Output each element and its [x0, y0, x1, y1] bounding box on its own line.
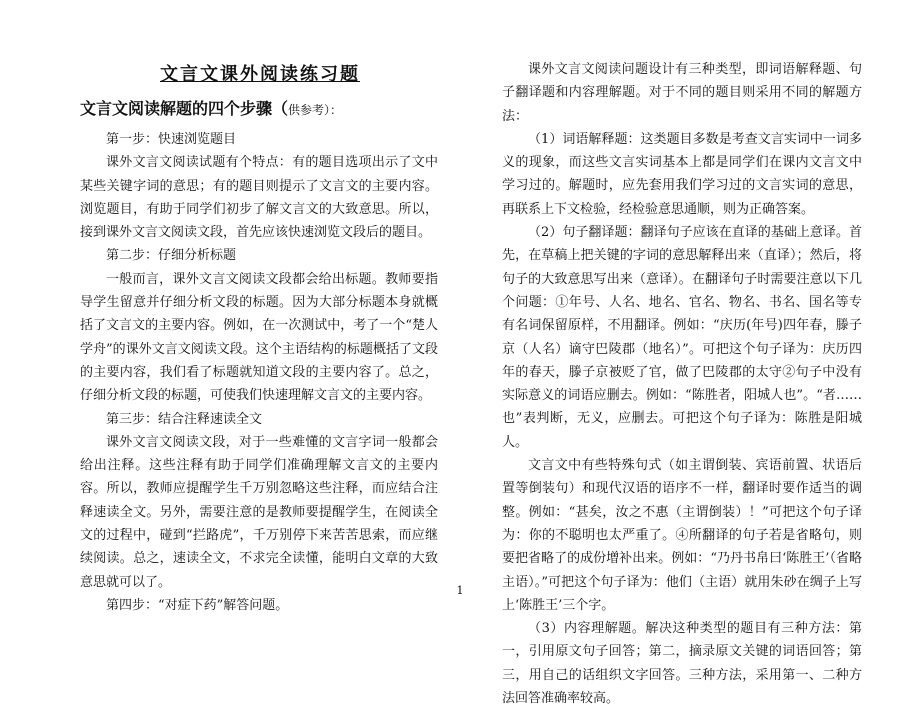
left-column [80, 128, 438, 617]
step-one-label: 第一步：快速浏览题目 [106, 132, 237, 147]
section-heading-text: 文言文阅读解题的四个步骤（ [80, 99, 289, 118]
step-two-label: 第二步：仔细分析标题 [106, 248, 237, 264]
special-sentence-paragraph: 文言文中有些特殊句式（如主谓倒装、宾语前置、状语后置等倒装句）和现代汉语的语序不一样，翻译时要作适当的调整。例如：“甚矣，汝之不惠（主谓倒装）！”可把这个句子译为：你的不聪明也太严重了。④所翻译的句子若是省略句，则要把省略了的成份增补出来。例如：“乃丹书帛曰‘陈胜王’（省略主语）。”可把这个句子译为：他们（主语）就用朱砂在绸子上写上‘陈胜王’三个字。 [502, 458, 862, 613]
section-heading [80, 96, 460, 119]
step-two-paragraph: 一般而言，课外文言文阅读文段都会给出标题。教师要指导学生留意并仔细分析文段的标题。因为大部分标题本身就概括了文言文的主要内容。例如，在一次测试中，考了一个“楚人学舟”的课外文言文阅读文段。这个主语结构的标题概括了文段的主要内容，我们看了标题就知道文段的主要内容了。总之，仔细分析文段的标题，可使我们快速理解文言文的主要内容。 [80, 271, 438, 404]
page-number: 1 [456, 584, 464, 597]
step-four-label: 第四步：“对症下药”解答问题。 [106, 597, 289, 613]
sentence-translation-paragraph: （2）句子翻译题：翻译句子应该在直译的基础上意译。首先，在草稿上把关键的字词的意思解释出来（直译）；然后，将句子的大致意思写出来（意译）。在翻译句子时需要注意以下几个问题：①年号、人名、地名、官名、物名、书名、国名等专有名词保留原样，不用翻译。例如：“庆历(年号)四年春，滕子京（人名）谪守巴陵郡（地名）”。可把这个句子译为：庆历四年的春天，滕子京被贬了官，做了巴陵郡的太守②句子中没有实际意义的词语应删去。例如：“陈胜者，阳城人也”。“者……也”表判断，无义，应删去。可把这个句子译为：陈胜是阳城人。 [502, 225, 862, 450]
step-three-label: 第三步：结合注释速读全文 [106, 411, 263, 427]
question-types-intro: 课外文言文阅读问题设计有三种类型，即词语解释题、句子翻译题和内容理解题。对于不同的题目则采用不同的解题方法： [502, 62, 862, 124]
document-title: 文言文课外阅读练习题 [160, 64, 360, 85]
word-explanation-paragraph: （1）词语解释题：这类题目多数是考查文言实词中一词多义的现象，而这些文言实词基本上都是同学们在课内文言文中学习过的。解题时，应先套用我们学习过的文言实词的意思，再联系上下文检验，经检验意思通顺，则为正确答案。 [502, 131, 862, 217]
step-one-paragraph: 课外文言文阅读试题有个特点：有的题目选项出示了文中某些关键字词的意思；有的题目则提示了文言文的主要内容。浏览题目，有助于同学们初步了解文言文的大致意思。所以，接到课外文言文阅读文段，首先应该快速浏览文段后的题目。 [80, 155, 438, 241]
right-column [502, 58, 862, 710]
content-understanding-paragraph: （3）内容理解题。解决这种类型的题目有三种方法：第一，引用原文句子回答；第二，摘录原文关键的词语回答；第三，用自己的话组织文字回答。三种方法，采用第一、二种方法回答准确率较高。 [502, 621, 862, 707]
section-heading-note: 供参考）： [288, 103, 343, 117]
step-three-paragraph: 课外文言文阅读文段，对于一些难懂的文言字词一般都会给出注释。这些注释有助于同学们准确理解文言文的主要内容。所以，教师应提醒学生千万别忽略这些注释，而应结合注释速读全文。另外，需要注意的是教师要提醒学生，在阅读全文的过程中，碰到“拦路虎”，千万别停下来苦苦思索，而应继续阅读。总之，速读全文，不求完全读懂，能明白文章的大致意思就可以了。 [80, 434, 438, 590]
